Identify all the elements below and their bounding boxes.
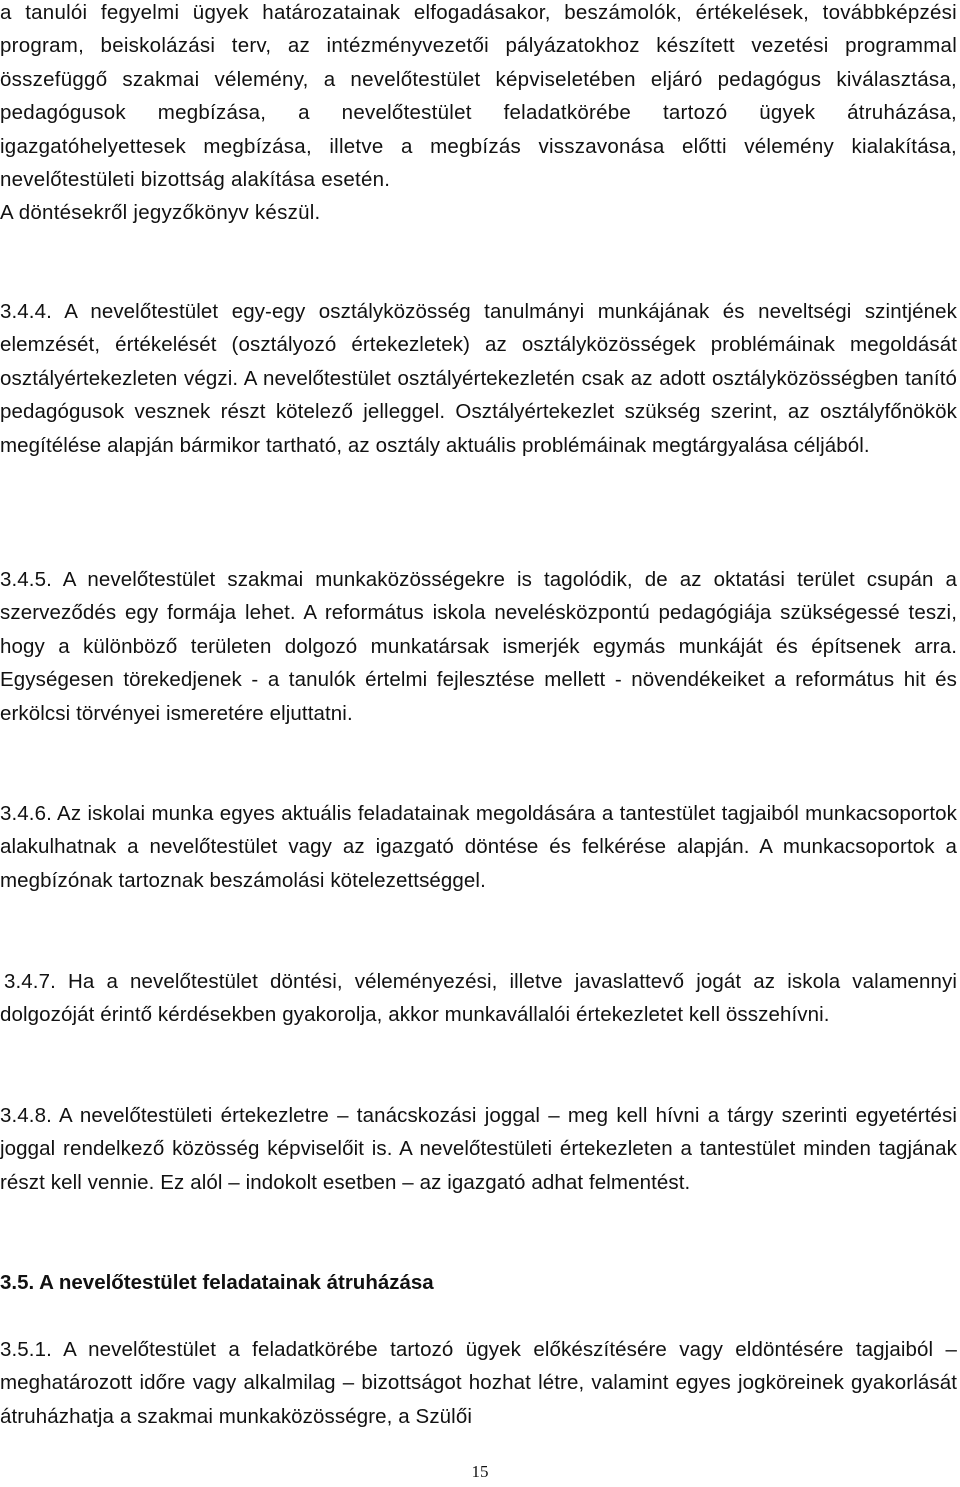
paragraph-3-4-8 (0, 1099, 957, 1199)
paragraph-3-5-1-text: 3.5.1. A nevelőtestület a feladatkörébe tartozó ügyek előkészítésére vagy eldöntésére tagjaiból – meghatározott időre vagy alkalmilag – bizottságot hozhat létre, valamint egyes jogköreinek gyakorlását átruházhatja a szakmai munkaközösségre, a Szülői (0, 1338, 957, 1428)
paragraph-3-4-5 (0, 563, 957, 730)
paragraph-3-4-4-text: 3.4.4. A nevelőtestület egy-egy osztályközösség tanulmányi munkájának és neveltségi szintjének elemzését, értékelését (osztályozó értekezletek) az osztályközösségek problémáinak megoldását osztályértekezleten végzi. A nevelőtestület osztályértekezletén csak az adott osztályközösségben tanító pedagógusok vesznek részt kötelező jelleggel. Osztályértekezlet szükség szerint, az osztályfőnökök megítélése alapján bármikor tartható, az osztály aktuális problémáinak megtárgyalása céljából. (0, 300, 957, 457)
page-number: 15 (471, 1462, 489, 1481)
paragraph-3-4-8-text: 3.4.8. A nevelőtestületi értekezletre – tanácskozási joggal – meg kell hívni a tárgy szerinti egyetértési joggal rendelkező közösség képviselőit is. A nevelőtestületi értekezleten a tantestület minden tagjának részt kell vennie. Ez alól – indokolt esetben – az igazgató adhat felmentést. (0, 1104, 957, 1194)
paragraph-intro (0, 0, 957, 230)
paragraph-3-4-4 (0, 295, 957, 462)
paragraph-3-4-7 (0, 965, 957, 1032)
paragraph-intro-text: a tanulói fegyelmi ügyek határozatainak elfogadásakor, beszámolók, értékelések, továbbképzési program, beiskolázási terv, az intézményvezetői pályázatokhoz készített vezetési programmal összefüggő szakmai vélemény, a nevelőtestület képviseletében eljáró pedagógus kiválasztása, pedagógusok megbízása, a nevelőtestület feladatkörébe tartozó ügyek átruházása, igazgatóhelyettesek megbízása, illetve a megbízás visszavonása előtti vélemény kialakítása, nevelőtestületi bizottság alakítása esetén. (0, 1, 957, 192)
section-heading: 3.5. A nevelőtestület feladatainak átruházása (0, 1271, 434, 1294)
paragraph-3-4-6 (0, 797, 957, 897)
paragraph-intro-closing: A döntésekről jegyzőkönyv készül. (0, 201, 321, 225)
paragraph-3-4-7-text: 3.4.7. Ha a nevelőtestület döntési, véleményezési, illetve javaslattevő jogát az iskola valamennyi dolgozóját érintő kérdésekben gyakorolja, akkor munkavállalói értekezletet kell összehívni. (0, 970, 957, 1027)
paragraph-3-4-5-text: 3.4.5. A nevelőtestület szakmai munkaközösségekre is tagolódik, de az oktatási terület csupán a szerveződés egy formája lehet. A református iskola nevelésközpontú pedagógiája szükségessé teszi, hogy a különböző területen dolgozó munkatársak ismerjék egymás munkáját és építsenek arra. Egységesen törekedjenek - a tanulók értelmi fejlesztése mellett - növendékeiket a református hit és erkölcsi törvényei ismeretére eljuttatni. (0, 568, 957, 725)
paragraph-3-5-1 (0, 1333, 957, 1433)
paragraph-3-4-6-text: 3.4.6. Az iskolai munka egyes aktuális feladatainak megoldására a tantestület tagjaiból munkacsoportok alakulhatnak a nevelőtestület vagy az igazgató döntése és felkérése alapján. A munkacsoportok a megbízónak tartoznak beszámolási kötelezettséggel. (0, 802, 957, 892)
